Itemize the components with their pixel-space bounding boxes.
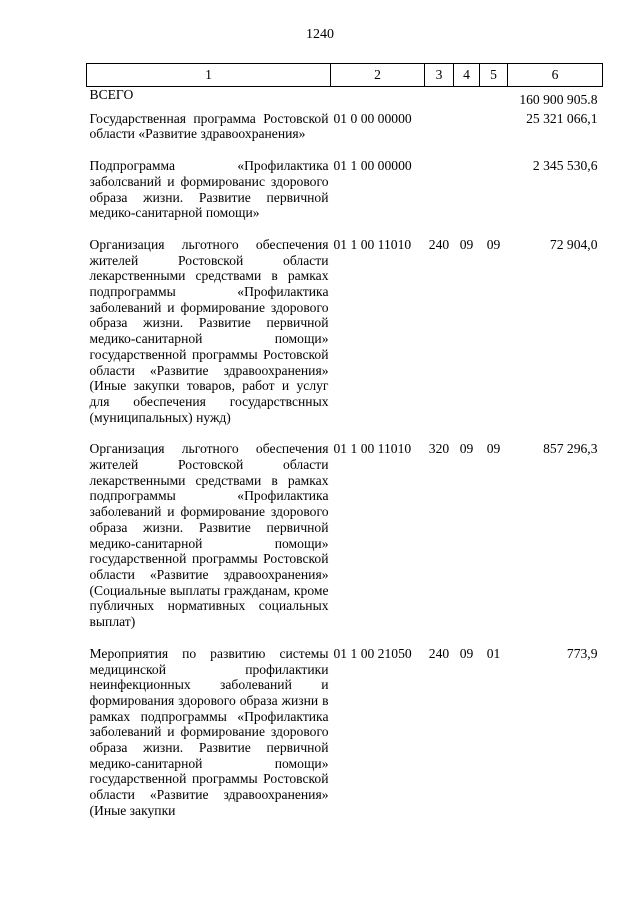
row-name: Подпрограмма «Профилактика заболсваний и формированис здорового образа жизни. Развитие первичной медико-санитарной помощи» bbox=[89, 158, 329, 221]
table-row-total bbox=[87, 87, 603, 111]
row-subsection bbox=[480, 87, 508, 111]
header-col-1: 1 bbox=[87, 64, 331, 87]
row-code bbox=[331, 87, 425, 111]
row-name: Мероприятия по развитию системы медицинской профилактики неинфекционных заболеваний и формирования здорового образа жизни в рамках подпрограммы «Профилактика заболеваний и формирование здорового образа жизни. Развитие первичной медико-санитарной помощи» государственной программы Ростовской области «Развитие здравоохранения» (Иные закупки bbox=[89, 645, 329, 818]
row-name: Организация льготного обеспечения жителей Ростовской области лекарственными средствами в рамках подпрограммы «Профилактика заболеваний и формирование здорового образа жизни. Развитие первичной медико-санитарной помощи» государственной программы Ростовской области «Развитие здравоохранения» (Иные закупки товаров, работ и услуг для обеспечения государствснных (муниципальных) нужд) bbox=[89, 236, 329, 425]
row-sum: 160 900 905.8 bbox=[519, 92, 598, 107]
row-name: ВСЕГО bbox=[89, 87, 134, 102]
table-row bbox=[87, 441, 603, 645]
row-expense-type: 240 bbox=[428, 236, 450, 252]
row-section bbox=[454, 87, 480, 111]
row-code: 01 0 00 00000 bbox=[333, 110, 412, 126]
table-row bbox=[87, 111, 603, 158]
row-expense-type bbox=[425, 87, 454, 111]
table-header-row bbox=[87, 64, 603, 87]
row-subsection: 09 bbox=[486, 236, 501, 252]
header-col-2: 2 bbox=[331, 64, 425, 87]
row-code: 01 1 00 00000 bbox=[333, 158, 412, 174]
table-row bbox=[87, 237, 603, 441]
row-subsection: 09 bbox=[486, 441, 501, 457]
row-expense-type: 240 bbox=[428, 645, 450, 661]
row-section: 09 bbox=[459, 236, 474, 252]
row-expense-type bbox=[425, 111, 454, 158]
row-section: 09 bbox=[459, 441, 474, 457]
row-name: Государственная программа Ростовской области «Развитие здравоохранения» bbox=[89, 110, 329, 142]
row-code: 01 1 00 11010 bbox=[333, 236, 412, 252]
header-col-4: 4 bbox=[454, 64, 480, 87]
budget-table bbox=[86, 63, 603, 835]
row-sum: 2 345 530,6 bbox=[532, 158, 598, 174]
row-expense-type bbox=[425, 158, 454, 237]
row-code: 01 1 00 21050 bbox=[333, 645, 412, 661]
header-col-5: 5 bbox=[480, 64, 508, 87]
header-col-3: 3 bbox=[425, 64, 454, 87]
row-section: 09 bbox=[459, 645, 474, 661]
row-section bbox=[454, 111, 480, 158]
table-row bbox=[87, 158, 603, 237]
row-code: 01 1 00 11010 bbox=[333, 441, 412, 457]
row-sum: 857 296,3 bbox=[543, 441, 598, 457]
row-sum: 25 321 066,1 bbox=[526, 110, 598, 126]
table-row bbox=[87, 646, 603, 835]
row-expense-type: 320 bbox=[428, 441, 450, 457]
row-subsection bbox=[480, 158, 508, 237]
row-subsection: 01 bbox=[486, 645, 501, 661]
row-section bbox=[454, 158, 480, 237]
row-subsection bbox=[480, 111, 508, 158]
page-number: 1240 bbox=[306, 27, 334, 42]
header-col-6: 6 bbox=[508, 64, 603, 87]
row-name: Организация льготного обеспечения жителей Ростовской области лекарственными средствами в рамках подпрограммы «Профилактика заболеваний и формирование здорового образа жизни. Развитие первичной медико-санитарной помощи» государственной программы Ростовской области «Развитие здравоохранения» (Социальные выплаты гражданам, кроме публичных нормативных социальных выплат) bbox=[89, 441, 329, 630]
row-sum: 72 904,0 bbox=[549, 236, 598, 252]
row-sum: 773,9 bbox=[566, 645, 598, 661]
